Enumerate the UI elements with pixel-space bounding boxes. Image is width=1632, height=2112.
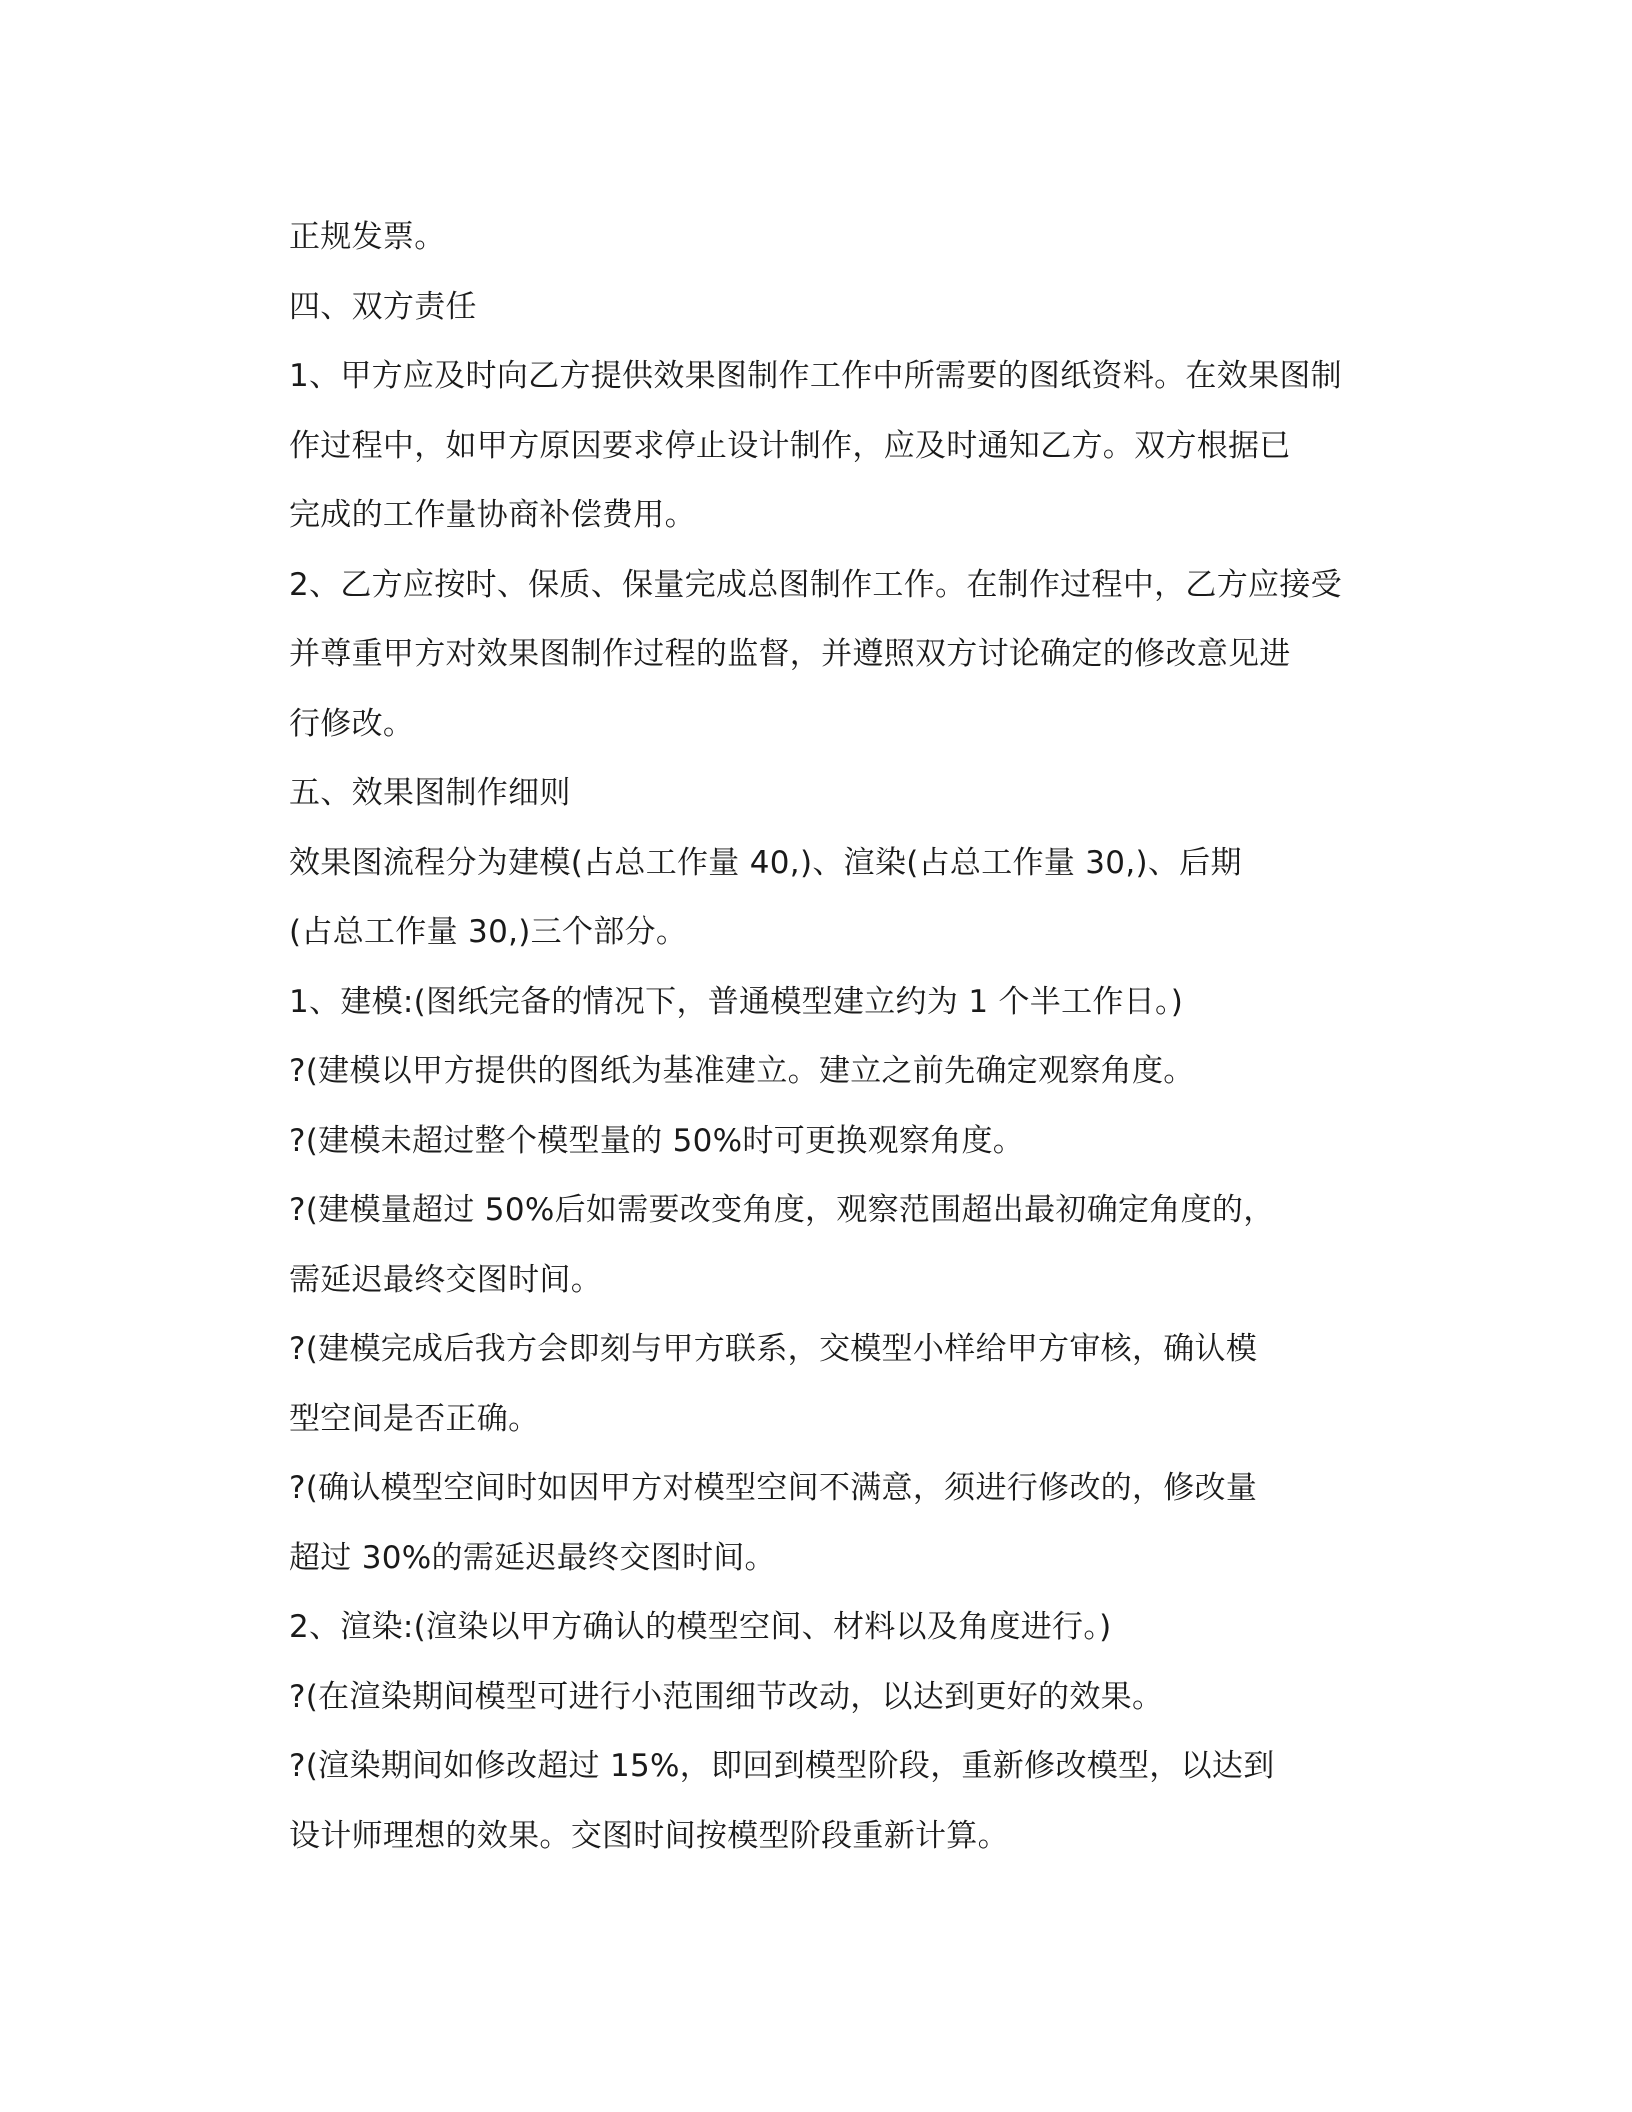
- text-line: 2、乙方应按时、保质、保量完成总图制作工作。在制作过程中，乙方应接受: [289, 566, 1342, 603]
- text-line: ?(建模完成后我方会即刻与甲方联系，交模型小样给甲方审核，确认模: [289, 1331, 1258, 1367]
- section-heading: 四、双方责任: [289, 288, 477, 325]
- section-heading: 五、效果图制作细则: [289, 775, 571, 811]
- text-line: 作过程中，如甲方原因要求停止设计制作，应及时通知乙方。双方根据已: [289, 427, 1291, 464]
- text-line: ?(建模以甲方提供的图纸为基准建立。建立之前先确定观察角度。: [289, 1053, 1195, 1089]
- text-line: 超过 30%的需延迟最终交图时间。: [289, 1539, 776, 1576]
- text-line: 型空间是否正确。: [289, 1400, 540, 1437]
- text-line: 设计师理想的效果。交图时间按模型阶段重新计算。: [289, 1817, 1009, 1854]
- text-line: 并尊重甲方对效果图制作过程的监督，并遵照双方讨论确定的修改意见进: [289, 636, 1291, 672]
- document-body: [289, 203, 1369, 1871]
- text-line: ?(建模未超过整个模型量的 50%时可更换观察角度。: [289, 1122, 1025, 1159]
- text-line: 正规发票。: [289, 219, 446, 255]
- text-line: 1、建模:(图纸完备的情况下，普通模型建立约为 1 个半工作日。): [289, 983, 1184, 1020]
- text-line: (占总工作量 30,)三个部分。: [289, 914, 688, 950]
- text-line: 行修改。: [289, 705, 415, 742]
- text-line: 需延迟最终交图时间。: [289, 1261, 602, 1298]
- text-line: 1、甲方应及时向乙方提供效果图制作工作中所需要的图纸资料。在效果图制: [289, 358, 1342, 394]
- text-line: ?(在渲染期间模型可进行小范围细节改动，以达到更好的效果。: [289, 1678, 1164, 1715]
- text-line: ?(确认模型空间时如因甲方对模型空间不满意，须进行修改的，修改量: [289, 1470, 1258, 1506]
- text-line: 2、渲染:(渲染以甲方确认的模型空间、材料以及角度进行。): [289, 1609, 1112, 1645]
- text-line: ?(渲染期间如修改超过 15%，即回到模型阶段，重新修改模型，以达到: [289, 1748, 1275, 1784]
- text-line: 效果图流程分为建模(占总工作量 40,)、渲染(占总工作量 30,)、后期: [289, 844, 1242, 881]
- text-line: 完成的工作量协商补偿费用。: [289, 497, 696, 533]
- text-line: ?(建模量超过 50%后如需要改变角度，观察范围超出最初确定角度的，: [289, 1192, 1275, 1228]
